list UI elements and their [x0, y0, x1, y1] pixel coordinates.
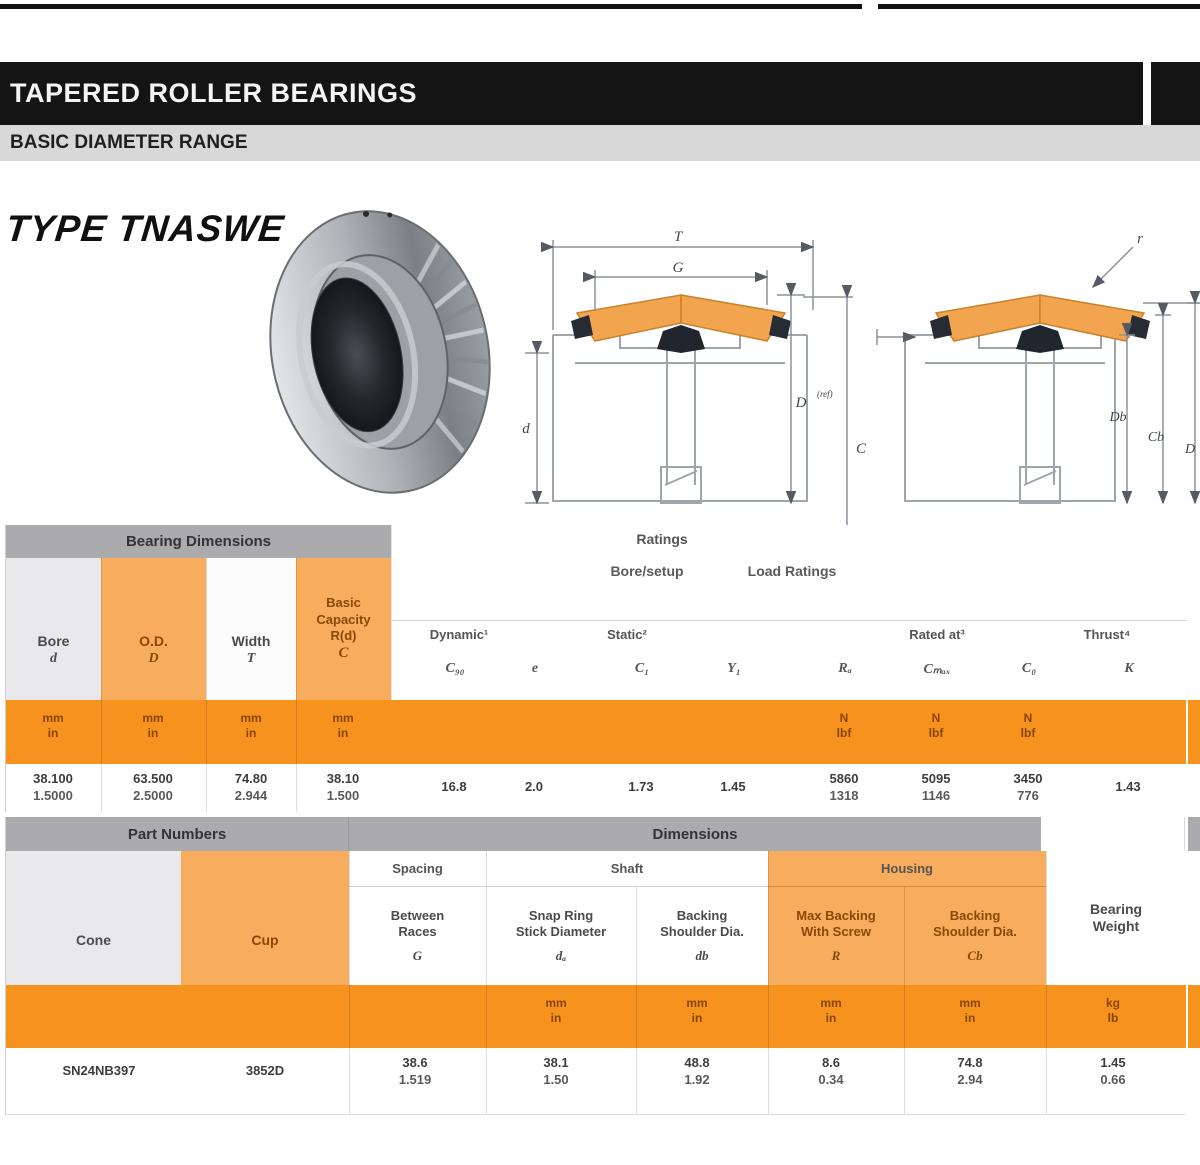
housing-outline	[905, 335, 1115, 503]
col-header-bearing-weight	[1046, 851, 1186, 985]
col-label: Capacity	[316, 611, 371, 627]
cell-r2: 2.0	[524, 779, 544, 794]
group-header-bearing-dimensions	[6, 525, 391, 558]
subgroup-spacing: Spacing	[349, 851, 486, 887]
cell-r6: 5095 1146	[921, 771, 951, 803]
dim-label-r: r	[1137, 231, 1143, 247]
col-label: Cone	[76, 932, 111, 949]
dimension-lines	[877, 247, 1200, 503]
unit-cell: mm in	[240, 711, 262, 740]
dim-label-D2: D	[1184, 442, 1196, 457]
column-divider	[904, 887, 905, 1114]
dim-label-T: T	[673, 229, 683, 245]
ratings-sub-left: Bore/setup	[610, 563, 684, 579]
cell-max-backing: 8.6 0.34	[818, 1055, 844, 1087]
col-symbol: Cb	[967, 948, 983, 964]
cell-od: 63.500 2.5000	[133, 771, 173, 803]
ratings-header-area	[391, 525, 1187, 700]
subgroup-shaft: Shaft	[486, 851, 768, 887]
unit-band	[6, 985, 1186, 1048]
unit-cell: mm in	[686, 996, 708, 1025]
unit-cell: N lbf	[1020, 711, 1036, 740]
housing-outline	[553, 335, 807, 503]
bearing-photo	[245, 200, 510, 505]
dim-label-Db: Db	[1109, 410, 1127, 425]
cone-right	[1040, 325, 1064, 353]
column-divider	[1046, 851, 1047, 1114]
col-symbol: dₐ	[555, 948, 567, 964]
cell-r7: 3450 776	[1013, 771, 1043, 803]
col-symbol: D	[148, 651, 159, 666]
cell-backing-shaft: 48.8 1.92	[684, 1055, 710, 1087]
unit-cell: kg lb	[1105, 996, 1120, 1025]
double-cup	[930, 295, 1150, 353]
top-rule-gap	[862, 4, 878, 9]
cone-right	[681, 325, 705, 353]
table2-band-continuation	[1188, 985, 1200, 1048]
header-bar-gap	[1143, 62, 1151, 125]
cell-spacing: 38.6 1.519	[398, 1055, 432, 1087]
col-label: O.D.	[139, 632, 168, 649]
dim-label-G: G	[672, 260, 684, 276]
col-header-cup	[181, 851, 349, 985]
cross-section-diagram-right	[875, 185, 1200, 525]
rating-symbol-c1: C₁	[634, 661, 650, 676]
table2-graybar-continuation	[1188, 817, 1200, 851]
col-header-backing-shaft	[636, 887, 768, 985]
col-header-snap-ring	[486, 887, 636, 985]
dim-label-C: C	[855, 441, 867, 457]
col-label: Weight	[1092, 918, 1140, 934]
col-symbol: G	[412, 948, 423, 964]
cell-r8: 1.43	[1115, 779, 1141, 794]
table1-band-continuation	[1188, 700, 1200, 764]
bearing-photo-body	[245, 200, 510, 505]
table-row	[6, 1048, 1186, 1114]
page-subheader-bar	[0, 125, 1200, 161]
cell-snap: 38.1 1.50	[543, 1055, 569, 1087]
rating-symbol-c90: C₉₀	[445, 661, 465, 676]
col-symbol: d	[50, 651, 57, 666]
col-symbol: C	[338, 645, 349, 661]
page-subheader-title: BASIC DIAMETER RANGE	[10, 132, 248, 153]
cell-bore: 38.100 1.5000	[33, 771, 73, 803]
col-symbol: db	[695, 948, 709, 964]
col-header-max-backing	[768, 887, 904, 985]
col-header-od	[101, 558, 206, 700]
dim-label-d: d	[522, 421, 530, 437]
group-header-label: Bearing Dimensions	[125, 533, 272, 550]
cell-r3: 1.73	[628, 779, 654, 794]
cell-capacity: 38.10 1.500	[326, 771, 360, 803]
ratings-divider	[392, 620, 1187, 621]
seal-left	[571, 315, 593, 339]
column-divider	[636, 887, 637, 1114]
col-label: Races	[398, 923, 437, 939]
rating-symbol-cmax: Cₘₐₓ	[923, 662, 951, 677]
group-header-dimensions	[349, 817, 1041, 851]
col-label: Backing	[949, 907, 1001, 923]
column-divider	[206, 558, 207, 812]
col-label: Bearing	[1089, 900, 1143, 917]
cone-left	[657, 325, 681, 353]
group-header-part-numbers	[6, 817, 349, 851]
rating-symbol-k: K	[1124, 661, 1134, 676]
unit-cell: mm in	[959, 996, 981, 1025]
column-divider	[349, 851, 350, 1114]
spacing-lines	[349, 887, 486, 985]
column-divider	[486, 851, 487, 1114]
rating-group-4: Thrust⁴	[1083, 627, 1131, 642]
cell-r4: 1.45	[720, 779, 746, 794]
col-header-bore	[6, 558, 101, 700]
double-cup	[571, 295, 791, 353]
unit-cell: N lbf	[836, 711, 852, 740]
table-part-numbers-dimensions	[5, 817, 1185, 1115]
column-divider	[296, 558, 297, 812]
ratings-title: Ratings	[636, 531, 688, 547]
col-header-spacing	[349, 851, 486, 985]
page-title: TYPE TNASWE	[3, 208, 287, 249]
col-label: Between	[390, 907, 445, 923]
column-divider	[768, 851, 769, 1114]
col-label: With Screw	[801, 923, 871, 939]
column-divider	[101, 558, 102, 812]
cone-left	[1016, 325, 1040, 353]
seal-right	[769, 315, 791, 339]
col-label: Snap Ring	[528, 907, 594, 923]
table-bearing-dimensions	[5, 525, 1185, 812]
cell-cone-number: SN24NB397	[62, 1063, 136, 1078]
top-rule	[0, 4, 1200, 9]
dim-label-D: D	[795, 395, 807, 411]
col-label: Cup	[251, 932, 279, 949]
rating-symbol-ra: Rₐ	[838, 661, 852, 676]
rating-symbol-y1: Y₁	[727, 661, 741, 676]
cell-width: 74.80 2.944	[234, 771, 268, 803]
col-label: Bore	[37, 632, 70, 649]
aux-ref-note: (ref)	[817, 389, 833, 399]
col-label: Shoulder Dia.	[660, 923, 744, 939]
col-header-width	[206, 558, 296, 700]
rating-group-1: Dynamic¹	[429, 627, 489, 642]
col-header-capacity	[296, 558, 391, 700]
subgroup-housing: Housing	[768, 851, 1046, 887]
dim-label-Cb: Cb	[1147, 430, 1165, 445]
cell-r1: 16.8	[441, 779, 467, 794]
cell-r5: 5860 1318	[829, 771, 859, 803]
cell-cup-number: 3852D	[245, 1063, 285, 1078]
rating-group-2: Static²	[607, 627, 647, 642]
unit-cell: mm in	[332, 711, 354, 740]
rating-group-3: Rated at³	[909, 627, 965, 642]
col-header-cone	[6, 851, 181, 985]
col-symbol: T	[246, 651, 256, 666]
page-header-bar	[0, 62, 1200, 125]
col-label: Backing	[676, 907, 728, 923]
col-label: Basic	[326, 595, 361, 611]
seal-left	[930, 315, 952, 339]
col-label: Stick Diameter	[515, 923, 607, 939]
rating-symbol-e: e	[531, 661, 539, 676]
ratings-sub-right: Load Ratings	[747, 563, 837, 579]
group-header-label: Dimensions	[652, 825, 738, 843]
cell-weight: 1.45 0.66	[1100, 1055, 1126, 1087]
col-header-backing-housing	[904, 887, 1046, 985]
unit-cell: mm in	[820, 996, 842, 1025]
col-symbol: R	[831, 948, 841, 964]
page-header-title: TAPERED ROLLER BEARINGS	[10, 78, 418, 108]
dimension-lines	[525, 240, 813, 503]
col-label: Width	[231, 632, 271, 649]
cell-backing-housing: 74.8 2.94	[957, 1055, 983, 1087]
unit-band	[6, 700, 1186, 764]
col-label: R(d)	[330, 627, 357, 643]
table-row	[6, 764, 1186, 812]
unit-cell: mm in	[545, 996, 567, 1025]
unit-cell: mm in	[142, 711, 164, 740]
rating-symbol-c0: C₀	[1021, 661, 1037, 676]
unit-cell: N lbf	[928, 711, 944, 740]
col-label: Shoulder Dia.	[933, 923, 1017, 939]
unit-cell: mm in	[42, 711, 64, 740]
group-header-label: Part Numbers	[127, 825, 227, 843]
col-label: Max Backing	[796, 907, 876, 923]
